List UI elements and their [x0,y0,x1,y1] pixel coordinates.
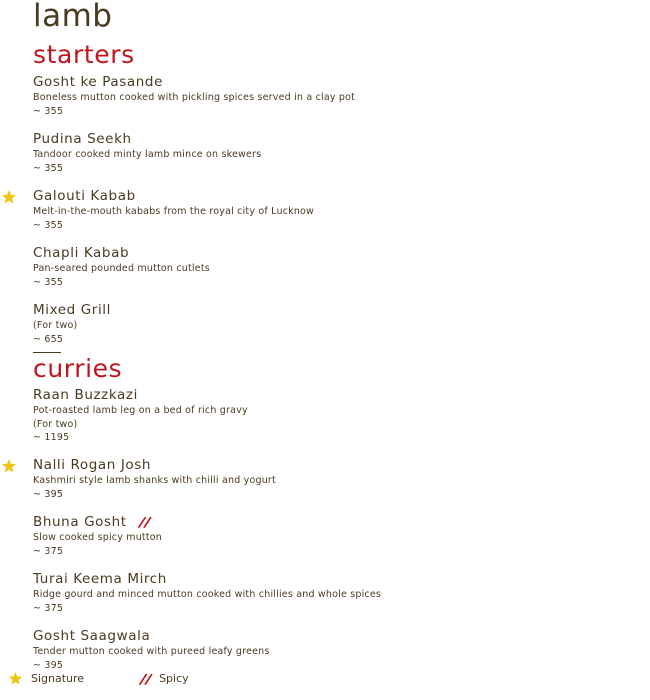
item-name: Bhuna Gosht [33,514,127,530]
item-name: Gosht Saagwala [33,628,151,644]
menu-item-chapli-kabab [33,244,633,289]
item-description: Tender mutton cooked with pureed leafy greens [33,646,270,657]
section-divider [33,352,61,353]
item-description: Kashmiri style lamb shanks with chilli and yogurt [33,475,276,486]
item-name: Mixed Grill [33,302,112,318]
item-price: ~ 355 [33,276,64,288]
page-title: lamb [33,0,113,34]
item-price: ~ 375 [33,545,64,557]
item-name: Raan Buzzkazi [33,387,138,403]
star-icon [1,189,17,205]
item-price: ~ 375 [33,602,64,614]
star-icon [8,671,23,686]
menu-item-mixed-grill [33,301,633,346]
section-title-starters: starters [33,40,135,69]
item-price: ~ 355 [33,105,64,117]
item-price: ~ 395 [33,488,64,500]
item-name: Pudina Seekh [33,131,132,147]
menu-item-turai-keema-mirch [33,570,633,615]
menu-item-gosht-ke-pasande [33,73,633,118]
chili-icon [135,515,153,529]
legend-signature-label: Signature [31,672,85,685]
chili-icon [136,672,154,686]
section-title-curries: curries [33,354,123,383]
menu-item-raan-buzzkazi [33,386,633,445]
item-price: ~ 655 [33,333,64,345]
item-price: ~ 355 [33,219,64,231]
item-description: (For two) [33,320,78,331]
item-description: Tandoor cooked minty lamb mince on skewers [33,149,262,160]
legend-spicy-label: Spicy [159,672,189,685]
item-description: Slow cooked spicy mutton [33,532,163,543]
item-name: Nalli Rogan Josh [33,457,152,473]
item-price: ~ 355 [33,162,64,174]
item-note: (For two) [33,418,78,430]
menu-item-nalli-rogan-josh [33,456,633,501]
item-description: Melt-in-the-mouth kababs from the royal city of Lucknow [33,206,315,217]
menu-item-bhuna-gosht [33,513,633,558]
item-description: Boneless mutton cooked with pickling spices served in a clay pot [33,92,356,103]
item-price: ~ 1195 [33,432,70,443]
item-price: ~ 395 [33,659,64,671]
item-name: Turai Keema Mirch [33,571,167,587]
item-name: Galouti Kabab [33,188,136,204]
item-description: Pan-seared pounded mutton cutlets [33,263,210,274]
item-description: Ridge gourd and minced mutton cooked with chillies and whole spices [33,589,382,600]
item-name-row [33,513,633,531]
item-name: Gosht ke Pasande [33,74,163,90]
menu-item-galouti-kabab [33,187,633,232]
legend-signature [8,671,84,686]
legend-spicy [136,672,189,686]
menu-item-gosht-saagwala [33,627,633,672]
item-description: Pot-roasted lamb leg on a bed of rich gravy [33,405,248,416]
legend [8,671,189,686]
menu-item-pudina-seekh [33,130,633,175]
star-icon [1,458,17,474]
item-name: Chapli Kabab [33,245,130,261]
